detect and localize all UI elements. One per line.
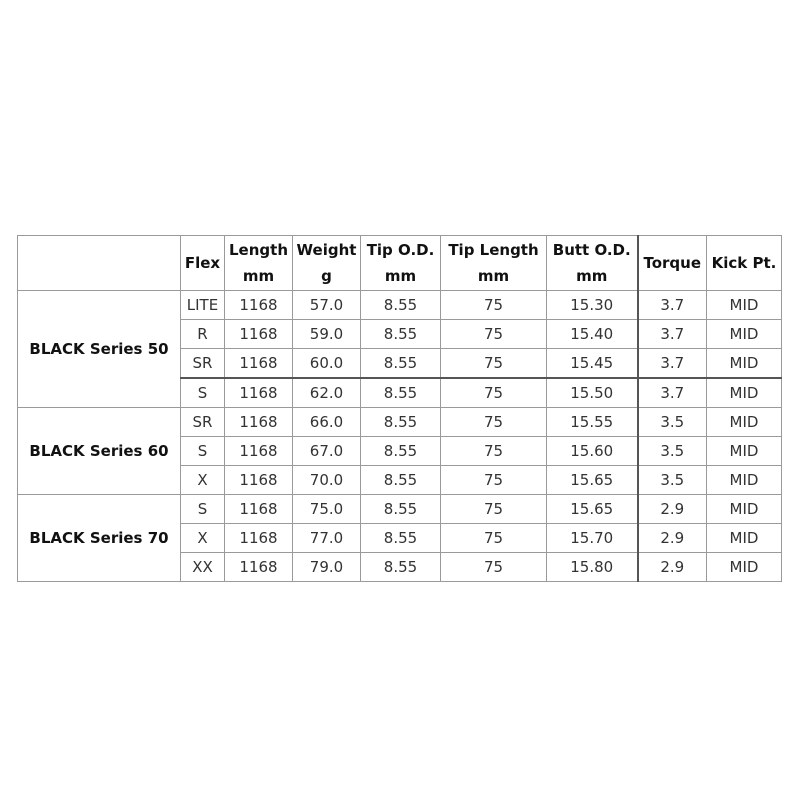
tip-length-cell: 75 — [441, 320, 547, 349]
torque-cell: 2.9 — [638, 524, 707, 553]
table-row — [18, 408, 782, 437]
header-row — [18, 236, 782, 291]
kick-pt-cell: MID — [707, 349, 782, 379]
length-cell: 1168 — [225, 349, 293, 379]
butt-od-cell: 15.50 — [547, 378, 638, 408]
butt-od-cell: 15.45 — [547, 349, 638, 379]
tip-od-cell: 8.55 — [361, 495, 441, 524]
flex-cell: SR — [181, 408, 225, 437]
tip-length-cell: 75 — [441, 495, 547, 524]
tip-od-cell: 8.55 — [361, 553, 441, 582]
weight-cell: 75.0 — [293, 495, 361, 524]
weight-cell: 77.0 — [293, 524, 361, 553]
torque-cell: 2.9 — [638, 495, 707, 524]
butt-od-cell: 15.40 — [547, 320, 638, 349]
header-kick-pt: Kick Pt. — [707, 236, 782, 291]
tip-length-cell: 75 — [441, 291, 547, 320]
flex-cell: X — [181, 466, 225, 495]
kick-pt-cell: MID — [707, 437, 782, 466]
butt-od-cell: 15.60 — [547, 437, 638, 466]
header-tip-od-label: Tip O.D. — [366, 241, 435, 259]
flex-cell: X — [181, 524, 225, 553]
shaft-spec-table — [17, 235, 782, 582]
torque-cell: 3.5 — [638, 408, 707, 437]
header-tip-od-unit: mm — [384, 267, 417, 285]
kick-pt-cell: MID — [707, 408, 782, 437]
header-tip-length-unit: mm — [477, 267, 510, 285]
length-cell: 1168 — [225, 524, 293, 553]
flex-cell: S — [181, 378, 225, 408]
torque-cell: 3.7 — [638, 320, 707, 349]
flex-cell: LITE — [181, 291, 225, 320]
weight-cell: 60.0 — [293, 349, 361, 379]
header-length — [225, 236, 293, 291]
header-tip-length — [441, 236, 547, 291]
tip-od-cell: 8.55 — [361, 320, 441, 349]
series-name-cell: BLACK Series 60 — [18, 408, 181, 495]
flex-cell: XX — [181, 553, 225, 582]
length-cell: 1168 — [225, 466, 293, 495]
torque-cell: 3.7 — [638, 378, 707, 408]
weight-cell: 66.0 — [293, 408, 361, 437]
header-length-label: Length — [229, 241, 288, 259]
header-butt-od-unit: mm — [576, 267, 608, 285]
weight-cell: 59.0 — [293, 320, 361, 349]
torque-cell: 3.7 — [638, 291, 707, 320]
flex-cell: SR — [181, 349, 225, 379]
length-cell: 1168 — [225, 495, 293, 524]
flex-cell: S — [181, 437, 225, 466]
header-butt-od-label: Butt O.D. — [552, 241, 631, 259]
torque-cell: 3.5 — [638, 437, 707, 466]
weight-cell: 70.0 — [293, 466, 361, 495]
tip-od-cell: 8.55 — [361, 466, 441, 495]
butt-od-cell: 15.30 — [547, 291, 638, 320]
torque-cell: 3.5 — [638, 466, 707, 495]
butt-od-cell: 15.55 — [547, 408, 638, 437]
header-flex: Flex — [181, 236, 225, 291]
table-body — [18, 291, 782, 582]
length-cell: 1168 — [225, 291, 293, 320]
table-row — [18, 495, 782, 524]
tip-length-cell: 75 — [441, 437, 547, 466]
kick-pt-cell: MID — [707, 291, 782, 320]
series-name-cell: BLACK Series 70 — [18, 495, 181, 582]
header-butt-od — [547, 236, 638, 291]
kick-pt-cell: MID — [707, 524, 782, 553]
flex-cell: R — [181, 320, 225, 349]
butt-od-cell: 15.65 — [547, 495, 638, 524]
spec-table-container — [17, 235, 782, 582]
torque-cell: 2.9 — [638, 553, 707, 582]
weight-cell: 57.0 — [293, 291, 361, 320]
butt-od-cell: 15.65 — [547, 466, 638, 495]
length-cell: 1168 — [225, 408, 293, 437]
butt-od-cell: 15.80 — [547, 553, 638, 582]
length-cell: 1168 — [225, 320, 293, 349]
header-torque: Torque — [638, 236, 707, 291]
tip-length-cell: 75 — [441, 349, 547, 379]
kick-pt-cell: MID — [707, 553, 782, 582]
length-cell: 1168 — [225, 553, 293, 582]
tip-od-cell: 8.55 — [361, 378, 441, 408]
weight-cell: 79.0 — [293, 553, 361, 582]
tip-length-cell: 75 — [441, 466, 547, 495]
weight-cell: 62.0 — [293, 378, 361, 408]
header-weight — [293, 236, 361, 291]
tip-length-cell: 75 — [441, 408, 547, 437]
length-cell: 1168 — [225, 378, 293, 408]
kick-pt-cell: MID — [707, 378, 782, 408]
tip-od-cell: 8.55 — [361, 524, 441, 553]
tip-length-cell: 75 — [441, 553, 547, 582]
header-length-unit: mm — [242, 267, 275, 285]
tip-length-cell: 75 — [441, 378, 547, 408]
butt-od-cell: 15.70 — [547, 524, 638, 553]
series-name-cell: BLACK Series 50 — [18, 291, 181, 408]
header-tip-od — [361, 236, 441, 291]
flex-cell: S — [181, 495, 225, 524]
tip-od-cell: 8.55 — [361, 291, 441, 320]
length-cell: 1168 — [225, 437, 293, 466]
weight-cell: 67.0 — [293, 437, 361, 466]
torque-cell: 3.7 — [638, 349, 707, 379]
kick-pt-cell: MID — [707, 320, 782, 349]
tip-od-cell: 8.55 — [361, 437, 441, 466]
header-tip-length-label: Tip Length — [448, 241, 539, 259]
table-row — [18, 291, 782, 320]
tip-od-cell: 8.55 — [361, 408, 441, 437]
kick-pt-cell: MID — [707, 466, 782, 495]
header-weight-unit: g — [321, 267, 332, 285]
kick-pt-cell: MID — [707, 495, 782, 524]
tip-length-cell: 75 — [441, 524, 547, 553]
header-weight-label: Weight — [296, 241, 357, 259]
tip-od-cell: 8.55 — [361, 349, 441, 379]
header-empty-cell — [18, 236, 181, 291]
